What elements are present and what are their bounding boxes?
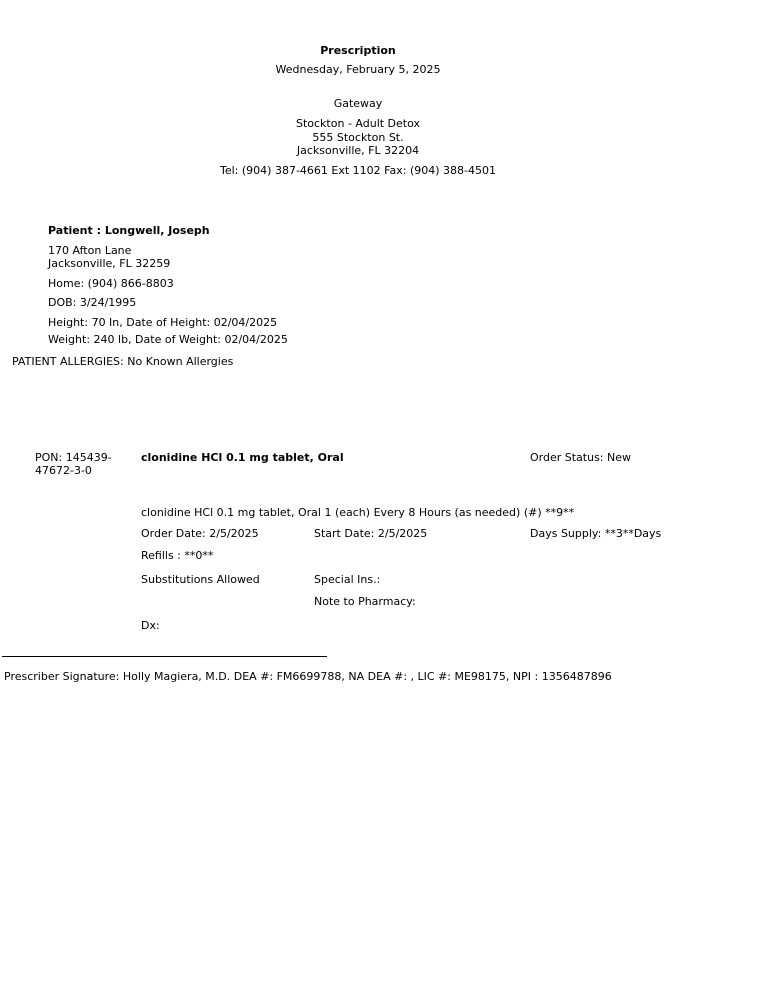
patient-name: Patient : Longwell, Joseph (48, 224, 210, 237)
order-date: Order Date: 2/5/2025 (141, 527, 259, 540)
patient-allergies: PATIENT ALLERGIES: No Known Allergies (12, 355, 234, 368)
days-supply: Days Supply: **3**Days (530, 527, 662, 540)
diagnosis: Dx: (141, 619, 160, 632)
prescription-date: Wednesday, February 5, 2025 (275, 63, 441, 76)
patient-address-line1: 170 Afton Lane (48, 244, 132, 257)
patient-address-line2: Jacksonville, FL 32259 (48, 257, 171, 270)
sig-instructions: clonidine HCl 0.1 mg tablet, Oral 1 (each) Every 8 Hours (as needed) (#) **9** (141, 506, 575, 519)
prescriber-signature: Prescriber Signature: Holly Magiera, M.D. DEA #: FM6699788, NA DEA #: , LIC #: ME98175, NPI : 1356487896 (4, 670, 612, 683)
start-date: Start Date: 2/5/2025 (314, 527, 428, 540)
special-instructions: Special Ins.: (314, 573, 381, 586)
facility-address-line1: 555 Stockton St. (312, 131, 404, 144)
pon-number-line2: 47672-3-0 (35, 464, 92, 477)
organization-name: Gateway (333, 97, 383, 110)
drug-title: clonidine HCl 0.1 mg tablet, Oral (141, 451, 344, 464)
substitutions: Substitutions Allowed (141, 573, 260, 586)
facility-address-line2: Jacksonville, FL 32204 (296, 144, 420, 157)
patient-dob: DOB: 3/24/1995 (48, 296, 137, 309)
pon-number-line1: PON: 145439- (35, 451, 112, 464)
patient-weight: Weight: 240 lb, Date of Weight: 02/04/2025 (48, 333, 288, 346)
order-status: Order Status: New (530, 451, 632, 464)
refills: Refills : **0** (141, 549, 214, 562)
patient-home-phone: Home: (904) 866-8803 (48, 277, 174, 290)
patient-height: Height: 70 In, Date of Height: 02/04/2025 (48, 316, 278, 329)
note-to-pharmacy: Note to Pharmacy: (314, 595, 416, 608)
facility-name: Stockton - Adult Detox (295, 117, 421, 130)
facility-contact: Tel: (904) 387-4661 Ext 1102 Fax: (904) 388-4501 (220, 164, 496, 177)
document-title: Prescription (320, 44, 396, 57)
signature-line (2, 656, 327, 657)
